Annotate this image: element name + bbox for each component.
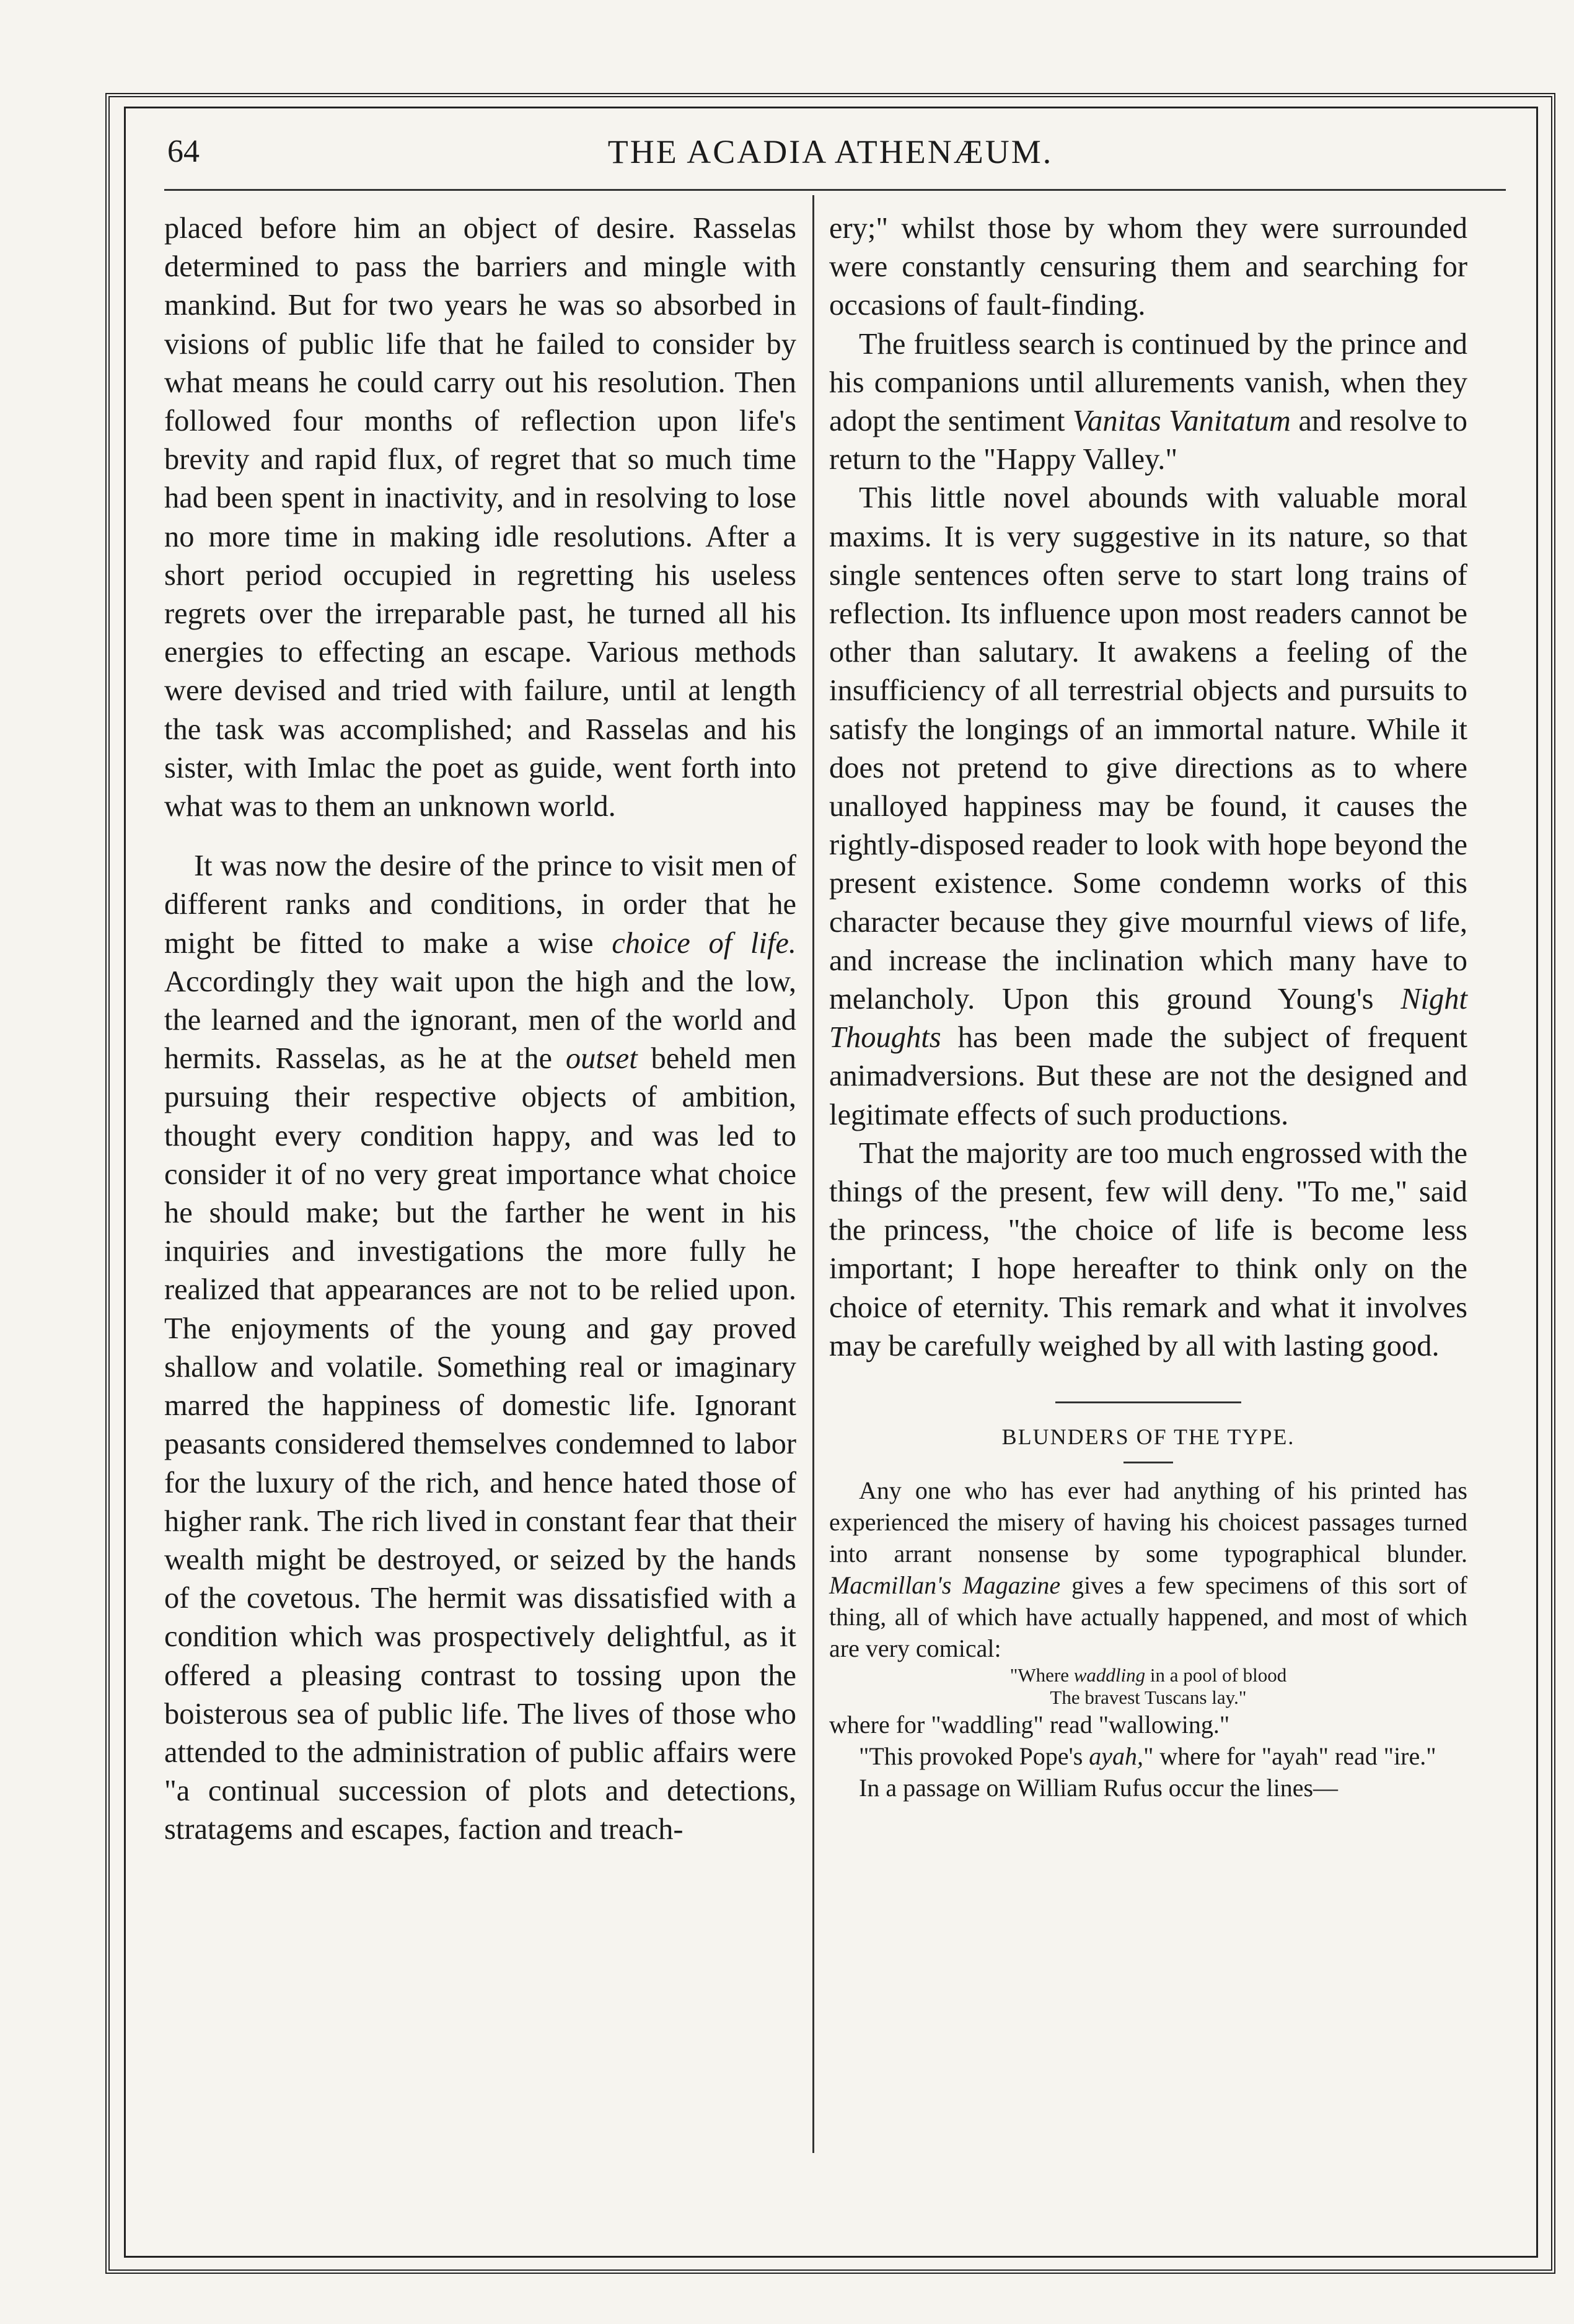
section-p1-magazine: Macmillan's Magazine	[829, 1571, 1061, 1600]
left-p2-text-c: beheld men pursuing their respective objects of ambition, thought every condition happy, and was led to consider it of no very great importance what choice he should make; but the farther he went in his inquiries and investigations the more fully he realized that appearances are not to be relied upon. The enjoyments of the young and gay proved shallow and volatile. Something real or imaginary marred the happiness of domestic life. Ignorant peasants considered themselves condemned to labor for the luxury of the rich, and hence hated those of higher rank. The rich lived in constant fear that their wealth might be destroyed, or seized by the hands of the covetous. The hermit was dissatisfied with a condition which was prospectively delightful, as it offered a pleasing contrast to tossing upon the boisterous sea of public life. The lives of those who attended to the administration of public affairs were "a continual succession of plots and detections, stratagems and escapes, faction and treach-	[164, 1042, 796, 1846]
section-p3-text-a: "This provoked Pope's	[859, 1742, 1089, 1771]
verse-line-1	[829, 1664, 1467, 1686]
right-paragraph-3	[829, 479, 1467, 1134]
left-column	[164, 209, 796, 1849]
section-title: BLUNDERS OF THE TYPE.	[1001, 1424, 1295, 1450]
verse-1-text-c: in a pool of blood	[1145, 1664, 1287, 1686]
right-p3-text-b: has been made the subject of frequent animadversions. But these are not the designed and legitimate effects of such productions.	[829, 1021, 1467, 1131]
left-paragraph-2	[164, 847, 796, 1849]
header-rule	[164, 189, 1506, 191]
running-title: THE ACADIA ATHENÆUM.	[607, 133, 1053, 170]
right-p2-text-b: and resolve to return to the "Happy Valley."	[829, 405, 1467, 476]
right-p3-text-a: This little novel abounds with valuable moral maxims. It is very suggestive in its nature, so that single sentences often serve to start long trains of reflection. Its influence upon most readers cannot be other than salutary. It awakens a feeling of the insufficiency of all terrestrial objects and pursuits to satisfy the longings of an immortal nature. While it does not pretend to give directions as to where unalloyed happiness may be found, it causes the rightly-disposed reader to look with hope beyond the present existence. Some condemn works of this character because they give mournful views of life, and increase the inclination which many have to melancholy. Upon this ground Young's	[829, 481, 1467, 1016]
right-p2-text-a: The fruitless search is continued by the prince and his companions until allurements vanish, when they adopt the sentiment	[829, 327, 1467, 438]
section-p1-text-b: gives a few specimens of this sort of thing, all of which have actually happened, and most of which are very comical:	[829, 1571, 1467, 1663]
section-p1-text-a: Any one who has ever had anything of his printed has experienced the misery of having his choicest passages turned into arrant nonsense by some typographical blunder.	[829, 1476, 1467, 1568]
page-header	[155, 130, 1506, 180]
section-paragraph-4: In a passage on William Rufus occur the lines—	[859, 1774, 1339, 1802]
right-column	[829, 209, 1467, 1804]
section-p3-ayah: ayah,	[1089, 1742, 1144, 1771]
section-paragraph-1	[829, 1475, 1467, 1664]
section-paragraph-3	[829, 1740, 1467, 1772]
right-paragraph-4: That the majority are too much engrossed with the things of the present, few will deny. "To me," said the princess, "the choice of life is become less important; I hope hereafter to think only on the choice of eternity. This remark and what it involves may be carefully weighed by all with lasting good.	[829, 1136, 1467, 1362]
section-separator-rule	[1055, 1401, 1241, 1403]
column-rule	[812, 195, 814, 2153]
left-p2-outset: outset	[565, 1042, 638, 1076]
verse-1-text-a: "Where	[1009, 1664, 1074, 1686]
left-p2-text-b: Accordingly they wait upon the high and the low, the learned and the ignorant, men of the world and hermits. Rasselas, as he at the	[164, 965, 796, 1076]
left-p2-choice-of-life: choice of life.	[612, 926, 797, 960]
section-paragraph-2: where for "waddling" read "wallowing."	[829, 1711, 1230, 1739]
right-paragraph-2	[829, 325, 1467, 480]
left-paragraph-1: placed before him an object of desire. Rasselas determined to pass the barriers and mingle with mankind. But for two years he was so absorbed in visions of public life that he failed to consider by what means he could carry out his resolution. Then followed four months of reflection upon life's brevity and rapid flux, of regret that so much time had been spent in inactivity, and in resolving to lose no more time in making idle resolutions. After a short period occupied in regretting his useless regrets over the irreparable past, he turned all his energies to effecting an escape. Various methods were devised and tried with failure, until at length the task was accomplished; and Rasselas and his sister, with Imlac the poet as guide, went forth into what was to them an unknown world.	[164, 212, 796, 823]
page-number: 64	[167, 134, 200, 169]
verse-1-waddling: waddling	[1073, 1664, 1146, 1686]
right-paragraph-1: ery;" whilst those by whom they were surrounded were constantly censuring them and searching for occasions of fault-finding.	[829, 212, 1467, 322]
left-p2-text-a: It was now the desire of the prince to visit men of different ranks and conditions, in order that he might be fitted to make a wise	[164, 849, 796, 960]
section-title-rule	[1123, 1462, 1173, 1463]
right-p3-night-thoughts: Night Thoughts	[829, 983, 1467, 1055]
right-p2-vanitas: Vanitas Vanitatum	[1072, 405, 1291, 438]
section-p3-text-b: " where for "ayah" read "ire."	[1143, 1742, 1436, 1771]
verse-line-2: The bravest Tuscans lay."	[1050, 1686, 1247, 1709]
